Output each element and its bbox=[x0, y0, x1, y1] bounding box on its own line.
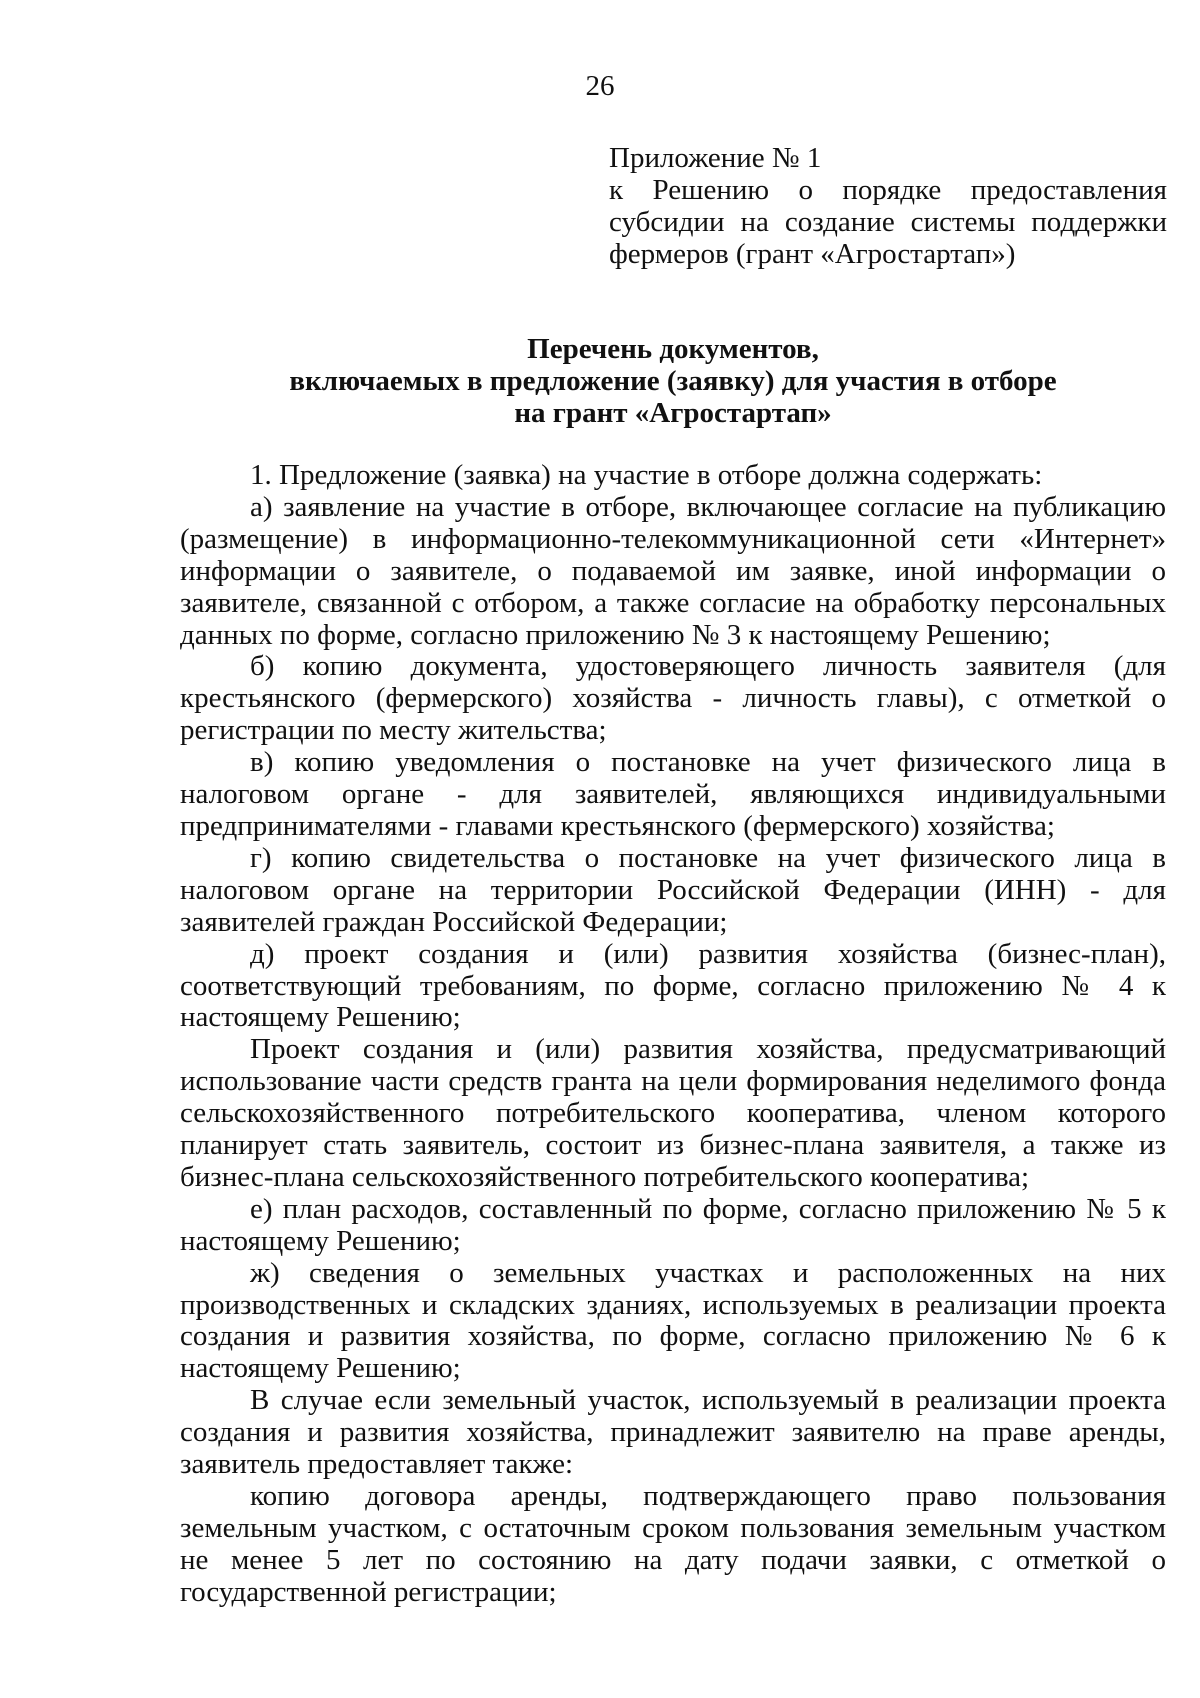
paragraph-d: д) проект создания и (или) развития хозяйства (бизнес-план), соответствующий требованиям, по форме, согласно приложению № 4 к настоящему Решению; bbox=[180, 937, 1166, 1034]
paragraph-project: Проект создания и (или) развития хозяйства, предусматривающий использование части средств гранта на цели формирования неделимого фонда сельскохозяйственного потребительского кооператива, членом которого планирует стать заявитель, состоит из бизнес-плана заявителя, а также из бизнес-плана сельскохозяйственного потребительского кооператива; bbox=[180, 1033, 1166, 1193]
appendix-line-4: фермеров (грант «Агростартап») bbox=[609, 238, 1016, 270]
appendix-header bbox=[609, 142, 1167, 270]
document-body bbox=[180, 460, 1166, 1609]
title-line-1: Перечень документов, bbox=[527, 333, 819, 365]
paragraph-b: б) копию документа, удостоверяющего личность заявителя (для крестьянского (фермерского) хозяйства - личность главы), с отметкой о регистрации по месту жительства; bbox=[180, 650, 1166, 747]
paragraph-a: а) заявление на участие в отборе, включающее согласие на публикацию (размещение) в информационно-телекоммуникационной сети «Интернет» информации о заявителе, о подаваемой им заявке, иной информации о заявителе, связанной с отбором, а также согласие на обработку персональных данных по форме, согласно приложению № 3 к настоящему Решению; bbox=[180, 490, 1166, 651]
document-title bbox=[180, 333, 1166, 429]
paragraph-1: 1. Предложение (заявка) на участие в отборе должна содержать: bbox=[250, 459, 1043, 491]
paragraph-e: е) план расходов, составленный по форме, согласно приложению № 5 к настоящему Решению; bbox=[180, 1192, 1166, 1257]
appendix-line-2: к Решению о порядке предоставления bbox=[609, 174, 1167, 206]
paragraph-g: г) копию свидетельства о постановке на учет физического лица в налоговом органе на территории Российской Федерации (ИНН) - для заявителей граждан Российской Федерации; bbox=[180, 841, 1166, 938]
paragraph-lease-case: В случае если земельный участок, используемый в реализации проекта создания и развития хозяйства, принадлежит заявителю на праве аренды, заявитель предоставляет также: bbox=[180, 1384, 1166, 1481]
paragraph-lease-copy: копию договора аренды, подтверждающего право пользования земельным участком, с остаточным сроком пользования земельным участком не менее 5 лет по состоянию на дату подачи заявки, с отметкой о государственной регистрации; bbox=[180, 1480, 1166, 1608]
paragraph-v: в) копию уведомления о постановке на учет физического лица в налоговом органе - для заявителей, являющихся индивидуальными предпринимателями - главами крестьянского (фермерского) хозяйства; bbox=[180, 746, 1166, 842]
appendix-line-1: Приложение № 1 bbox=[609, 142, 822, 174]
paragraph-zh: ж) сведения о земельных участках и расположенных на них производственных и складских зданиях, используемых в реализации проекта создания и развития хозяйства, по форме, согласно приложению № 6 к настоящему Решению; bbox=[180, 1256, 1166, 1385]
title-line-3: на грант «Агростартап» bbox=[514, 397, 832, 429]
page-number: 26 bbox=[585, 70, 615, 102]
appendix-line-3: субсидии на создание системы поддержки bbox=[609, 206, 1167, 238]
title-line-2: включаемых в предложение (заявку) для участия в отборе bbox=[289, 365, 1057, 397]
